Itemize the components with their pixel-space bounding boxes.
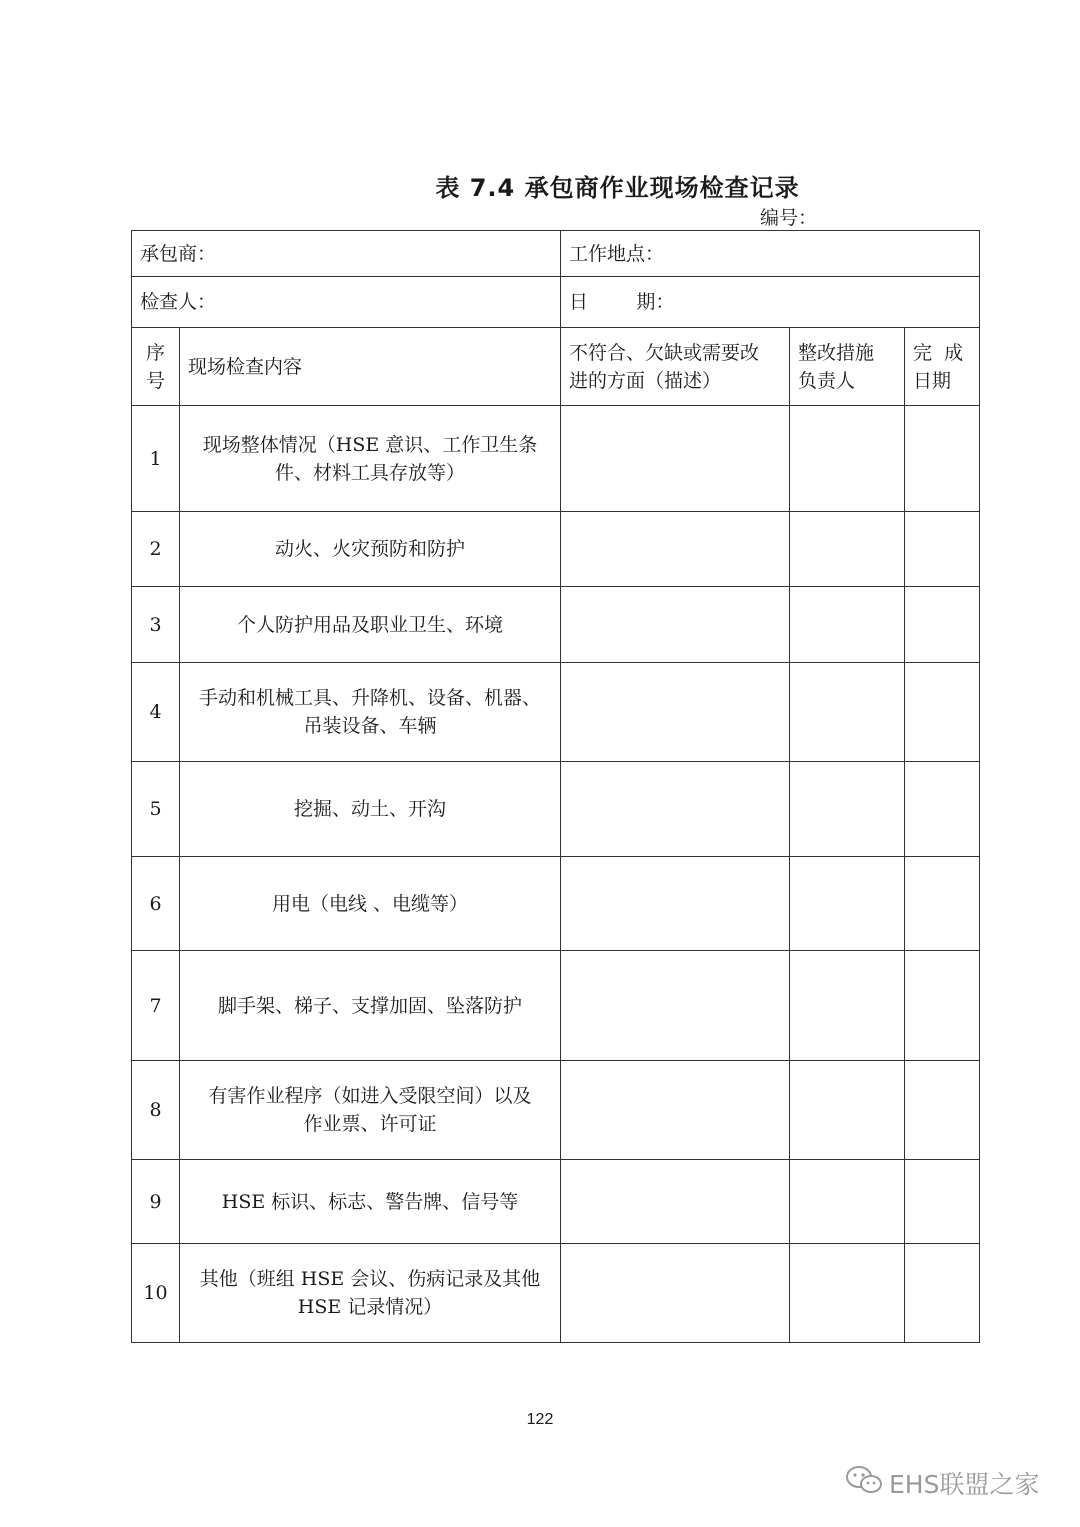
responsible-cell[interactable] [790, 512, 905, 587]
responsible-cell[interactable] [790, 1160, 905, 1244]
table-row [132, 1061, 980, 1160]
column-header-row [132, 328, 980, 406]
row-number: 7 [132, 951, 180, 1061]
issues-cell[interactable] [561, 762, 790, 857]
column-header-no: 序 号 [132, 328, 180, 406]
location-field[interactable]: 工作地点： [561, 231, 980, 277]
column-header-content: 现场检查内容 [180, 328, 561, 406]
row-content: 动火、火灾预防和防护 [180, 512, 561, 587]
row-number: 6 [132, 857, 180, 951]
row-content: 脚手架、梯子、支撑加固、坠落防护 [180, 951, 561, 1061]
page-number: 122 [526, 1411, 554, 1428]
issues-cell[interactable] [561, 1244, 790, 1343]
page-title: 表 7.4 承包商作业现场检查记录 [435, 174, 800, 202]
responsible-cell[interactable] [790, 1061, 905, 1160]
issues-cell[interactable] [561, 1061, 790, 1160]
row-content: 个人防护用品及职业卫生、环境 [180, 587, 561, 663]
responsible-cell[interactable] [790, 951, 905, 1061]
completion-cell[interactable] [905, 762, 980, 857]
row-content: 其他（班组 HSE 会议、伤病记录及其他 HSE 记录情况） [180, 1244, 561, 1343]
contractor-field[interactable]: 承包商： [132, 231, 561, 277]
issues-cell[interactable] [561, 857, 790, 951]
table-row [132, 406, 980, 512]
row-content: 用电（电线 、电缆等） [180, 857, 561, 951]
row-content: 挖掘、动土、开沟 [180, 762, 561, 857]
row-number: 3 [132, 587, 180, 663]
completion-cell[interactable] [905, 512, 980, 587]
watermark-text: EHS联盟之家 [889, 1470, 1040, 1499]
serial-number-label: 编号： [760, 207, 818, 229]
table-row [132, 663, 980, 762]
watermark [845, 1465, 1039, 1501]
completion-cell[interactable] [905, 1160, 980, 1244]
completion-cell[interactable] [905, 857, 980, 951]
row-number: 2 [132, 512, 180, 587]
row-content: 有害作业程序（如进入受限空间）以及 作业票、许可证 [180, 1061, 561, 1160]
date-field[interactable]: 日 期： [561, 277, 980, 328]
responsible-cell[interactable] [790, 1244, 905, 1343]
issues-cell[interactable] [561, 406, 790, 512]
table-row [132, 762, 980, 857]
row-number: 10 [132, 1244, 180, 1343]
responsible-cell[interactable] [790, 857, 905, 951]
issues-cell[interactable] [561, 663, 790, 762]
row-number: 4 [132, 663, 180, 762]
row-number: 5 [132, 762, 180, 857]
issues-cell[interactable] [561, 587, 790, 663]
inspection-record-table [131, 230, 980, 1343]
row-number: 9 [132, 1160, 180, 1244]
column-header-issues: 不符合、欠缺或需要改 进的方面（描述） [561, 328, 790, 406]
header-row-inspector [132, 277, 980, 328]
responsible-cell[interactable] [790, 762, 905, 857]
completion-cell[interactable] [905, 406, 980, 512]
row-number: 1 [132, 406, 180, 512]
completion-cell[interactable] [905, 587, 980, 663]
row-content: 现场整体情况（HSE 意识、工作卫生条 件、材料工具存放等） [180, 406, 561, 512]
completion-cell[interactable] [905, 663, 980, 762]
completion-cell[interactable] [905, 1061, 980, 1160]
table-row [132, 512, 980, 587]
inspector-field[interactable]: 检查人： [132, 277, 561, 328]
issues-cell[interactable] [561, 512, 790, 587]
row-content: 手动和机械工具、升降机、设备、机器、 吊装设备、车辆 [180, 663, 561, 762]
row-number: 8 [132, 1061, 180, 1160]
column-header-responsible: 整改措施 负责人 [790, 328, 905, 406]
table-row [132, 857, 980, 951]
responsible-cell[interactable] [790, 406, 905, 512]
table-row [132, 951, 980, 1061]
column-header-completion: 完 成 日期 [905, 328, 980, 406]
completion-cell[interactable] [905, 1244, 980, 1343]
issues-cell[interactable] [561, 1160, 790, 1244]
row-content: HSE 标识、标志、警告牌、信号等 [180, 1160, 561, 1244]
table-row [132, 1244, 980, 1343]
header-row-contractor [132, 231, 980, 277]
completion-cell[interactable] [905, 951, 980, 1061]
table-row [132, 587, 980, 663]
responsible-cell[interactable] [790, 587, 905, 663]
table-row [132, 1160, 980, 1244]
responsible-cell[interactable] [790, 663, 905, 762]
wechat-icon [845, 1465, 883, 1501]
issues-cell[interactable] [561, 951, 790, 1061]
